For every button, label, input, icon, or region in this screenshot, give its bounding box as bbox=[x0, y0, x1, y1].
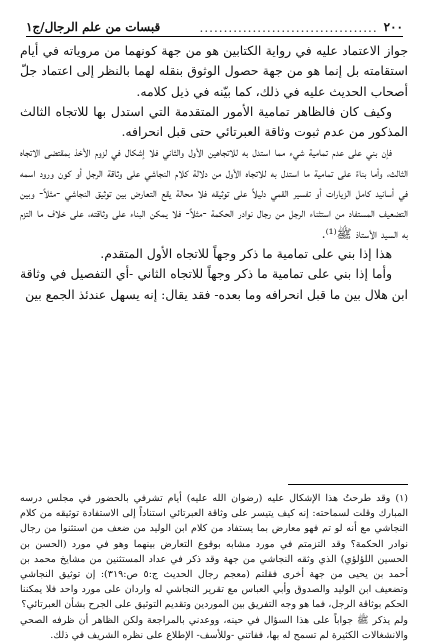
page-header bbox=[26, 14, 403, 34]
main-text bbox=[20, 41, 408, 305]
page-number: ٢٠٠ bbox=[383, 20, 403, 34]
footnote-item: (١) وقد طرحتُ هذا الإشكال عليه (رضوان الله عليه) أيام تشرفي بالحضور في مجلس درسه المبارك وقلت لسماحته: إنه كيف يتيسر على وثاقة العبرتائي استناداً إلى الاستفادة توثيقه من كلام النجاشي مع أنه لو تم فهو معارض بما يستفاد من كلام ابن الوليد من ضعف من استثنوا من رجال نوادر الحكمة؟ وقد التزمتم في مورد مشابه بوقوع التعارض بينهما وهو في مورد (الحسن بن الحسين اللؤلؤي) الذي وثقه النجاشي من جهة وقد ذكر في عداد المستثنين من مشايخ محمد بن أحمد بن يحيى من جهة أخرى فقلتم (معجم رجال الحديث ج:٥ ص:٣١٩): إن توثيق النجاشي وتضعيف ابن الوليد والصدوق وأبي العباس مع تقرير النجاشي له واردان على مورد واحد فلا يمكننا الحكم بوثاقة الرجل، فما هو وجه التفريق بين الموردين وتقديم التوثيق على الجرح بشأن العبرتائي؟ bbox=[20, 493, 408, 611]
footnote-item: ولم يذكر ﷺ جواباً على هذا السؤال في حينه، ووعدني بالمراجعة ولكن الظاهر أن ظرفه الصحي والانشغالات الكثيرة لم تسمح له بها، ففاتني -وللأسف- الإطلاع على نظره الشريف في ذلك. bbox=[20, 614, 408, 641]
footnote-separator bbox=[288, 484, 408, 485]
header-dot-leader: ..................................... bbox=[199, 22, 378, 34]
paragraph: وكيف كان فالظاهر تمامية الأمور المتقدمة التي استدل بها للاتجاه الثالث المذكور من عدم ثبوت وثاقة العبرتائي حتى قبل انحرافه. bbox=[20, 103, 408, 140]
paragraph: وأما إذا بني على تمامية ما ذكر وجهاً للاتجاه الثاني -أي التفصيل في وثاقة ابن هلال بين ما قبل انحرافه وما بعده- فقد يقال: إنه يسهل عندئذ الجمع بين bbox=[20, 266, 408, 302]
paragraph: فإن بني على عدم تمامية شيء مما استدل به للاتجاهين الأول والثاني فلا إشكال في لزوم الأخذ بمقتضى الاتجاه الثالث، وأما بناءً على تمامية ما استدل به للاتجاه الأول من دلالة كلام النجاشي على وثاقة الرجل أو كون ورود اسمه في أسانيد كامل الزيارات أو تفسير القمي دليلاً على توثيقه فلا محالة يقع التعارض بين توثيق النجاشي -مثلاً- وبين التضعيف المستفاد من استثناء الرجل من رجال نوادر الحكمة -مثلاً- فلا يمكن البناء على وثاقته، على خلاف ما التزم به السيد الأستاذ ﷺ⁽¹⁾. bbox=[20, 144, 408, 241]
header-rule bbox=[26, 36, 403, 37]
running-title: قبسات من علم الرجال/ج١ bbox=[26, 20, 161, 34]
paragraph: جواز الاعتماد عليه في رواية الكتابين هو من جهة كونهما من مروياته في أيام استقامته بل إنما هو من جهة حصول الوثوق بنقله لهما بالنظر إلى اعتماد جلّ أصحاب الحديث عليه في ذلك، كما بيّنه في ذيل كلامه. bbox=[20, 43, 408, 99]
footnotes bbox=[20, 491, 408, 643]
paragraph: هذا إذا بني على تمامية ما ذكر وجهاً للاتجاه الأول المتقدم. bbox=[100, 245, 392, 261]
